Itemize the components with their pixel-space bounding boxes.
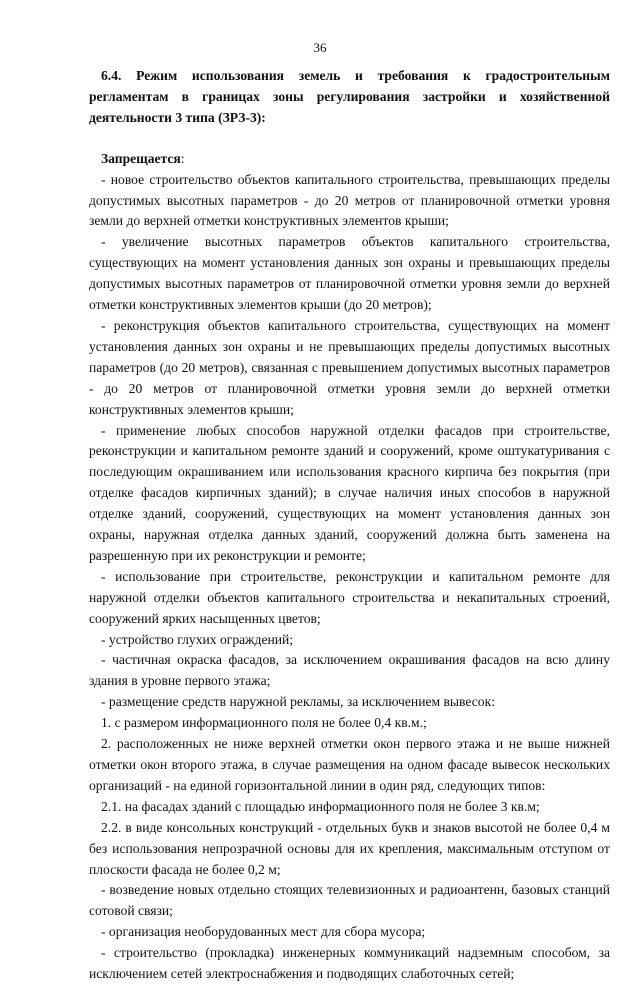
prohibited-label-colon: : <box>180 150 185 166</box>
list-item-outdoor-advertising: - размещение средств наружной рекламы, за исключением вывесок: <box>101 694 495 710</box>
section-heading: 6.4. Режим использования земель и требования к градостроительным регламентам в границах зоны регулирования застройки и хозяйственной деятельности 3 типа (ЗРЗ-3): <box>89 68 610 125</box>
list-item-sign-placement: 2. расположенных не ниже верхней отметки окон первого этажа и не выше нижней отметки окон второго этажа, в случае размещения на одном фасаде вывесок нескольких организаций - на единой горизонтальной линии в один ряд, следующих типов: <box>89 736 610 793</box>
list-item-sign-size: 1. с размером информационного поля не более 0,4 кв.м.; <box>101 715 427 731</box>
prohibited-label: Запрещается <box>101 150 181 166</box>
list-item-facade-signs: 2.1. на фасадах зданий с площадью информационного поля не более 3 кв.м; <box>101 798 540 814</box>
prohibited-label-line <box>89 149 610 170</box>
page-content <box>89 66 610 985</box>
list-item-bright-colors: - использование при строительстве, реконструкции и капитальном ремонте для наружной отделки объектов капитального строительства и некапитальных строений, сооружений ярких насыщенных цветов; <box>89 568 610 626</box>
list-item-console-signs: 2.2. в виде консольных конструкций - отдельных букв и знаков высотой не более 0,4 м без использования непрозрачной основы для их крепления, максимальным отступом от плоскости фасада не более 0,2 м; <box>89 819 610 877</box>
list-item-overhead-utilities: - строительство (прокладка) инженерных коммуникаций надземным способом, за исключением сетей электроснабжения и подводящих слаботочных сетей; <box>89 945 610 982</box>
page-number: 36 <box>313 40 327 55</box>
list-item-new-construction: - новое строительство объектов капитального строительства, превышающих пределы допустимых высотных параметров - до 20 метров от планировочной отметки уровня земли до верхней отметки конструктивных элементов крыши; <box>89 171 610 229</box>
list-item-solid-fences: - устройство глухих ограждений; <box>101 631 294 647</box>
list-item-partial-painting: - частичная окраска фасадов, за исключением окрашивания фасадов на всю длину здания в уровне первого этажа; <box>89 652 610 689</box>
prohibited-items-list <box>89 170 610 985</box>
list-item-reconstruction: - реконструкция объектов капитального строительства, существующих на момент установления данных зон охраны и не превышающих пределы допустимых высотных параметров (до 20 метров), связанная с превышением допустимых высотных параметров - до 20 метров от планировочной отметки уровня земли до верхней отметки конструктивных элементов крыши; <box>89 317 610 417</box>
list-item-garbage-sites: - организация необорудованных мест для сбора мусора; <box>101 924 426 940</box>
list-item-height-increase: - увеличение высотных параметров объектов капитального строительства, существующих на момент установления данных зон охраны и превышающих пределы допустимых высотных параметров от планировочной отметки уровня земли до верхней отметки конструктивных элементов крыши (до 20 метров); <box>89 234 610 313</box>
list-item-antennas: - возведение новых отдельно стоящих телевизионных и радиоантенн, базовых станций сотовой связи; <box>89 882 610 919</box>
list-item-facade-finishing: - применение любых способов наружной отделки фасадов при строительстве, реконструкции и капитальном ремонте зданий и сооружений, кроме оштукатуривания с последующим окрашиванием или использования красного кирпича без покрытия (при отделке фасадов кирпичных зданий); в случае наличия иных способов в наружной отделке зданий, сооружений, существующих на момент установления данных зон охраны, наружная отделка данных зданий, сооружений должна быть заменена на разрешенную при их реконструкции и ремонте; <box>89 422 610 563</box>
